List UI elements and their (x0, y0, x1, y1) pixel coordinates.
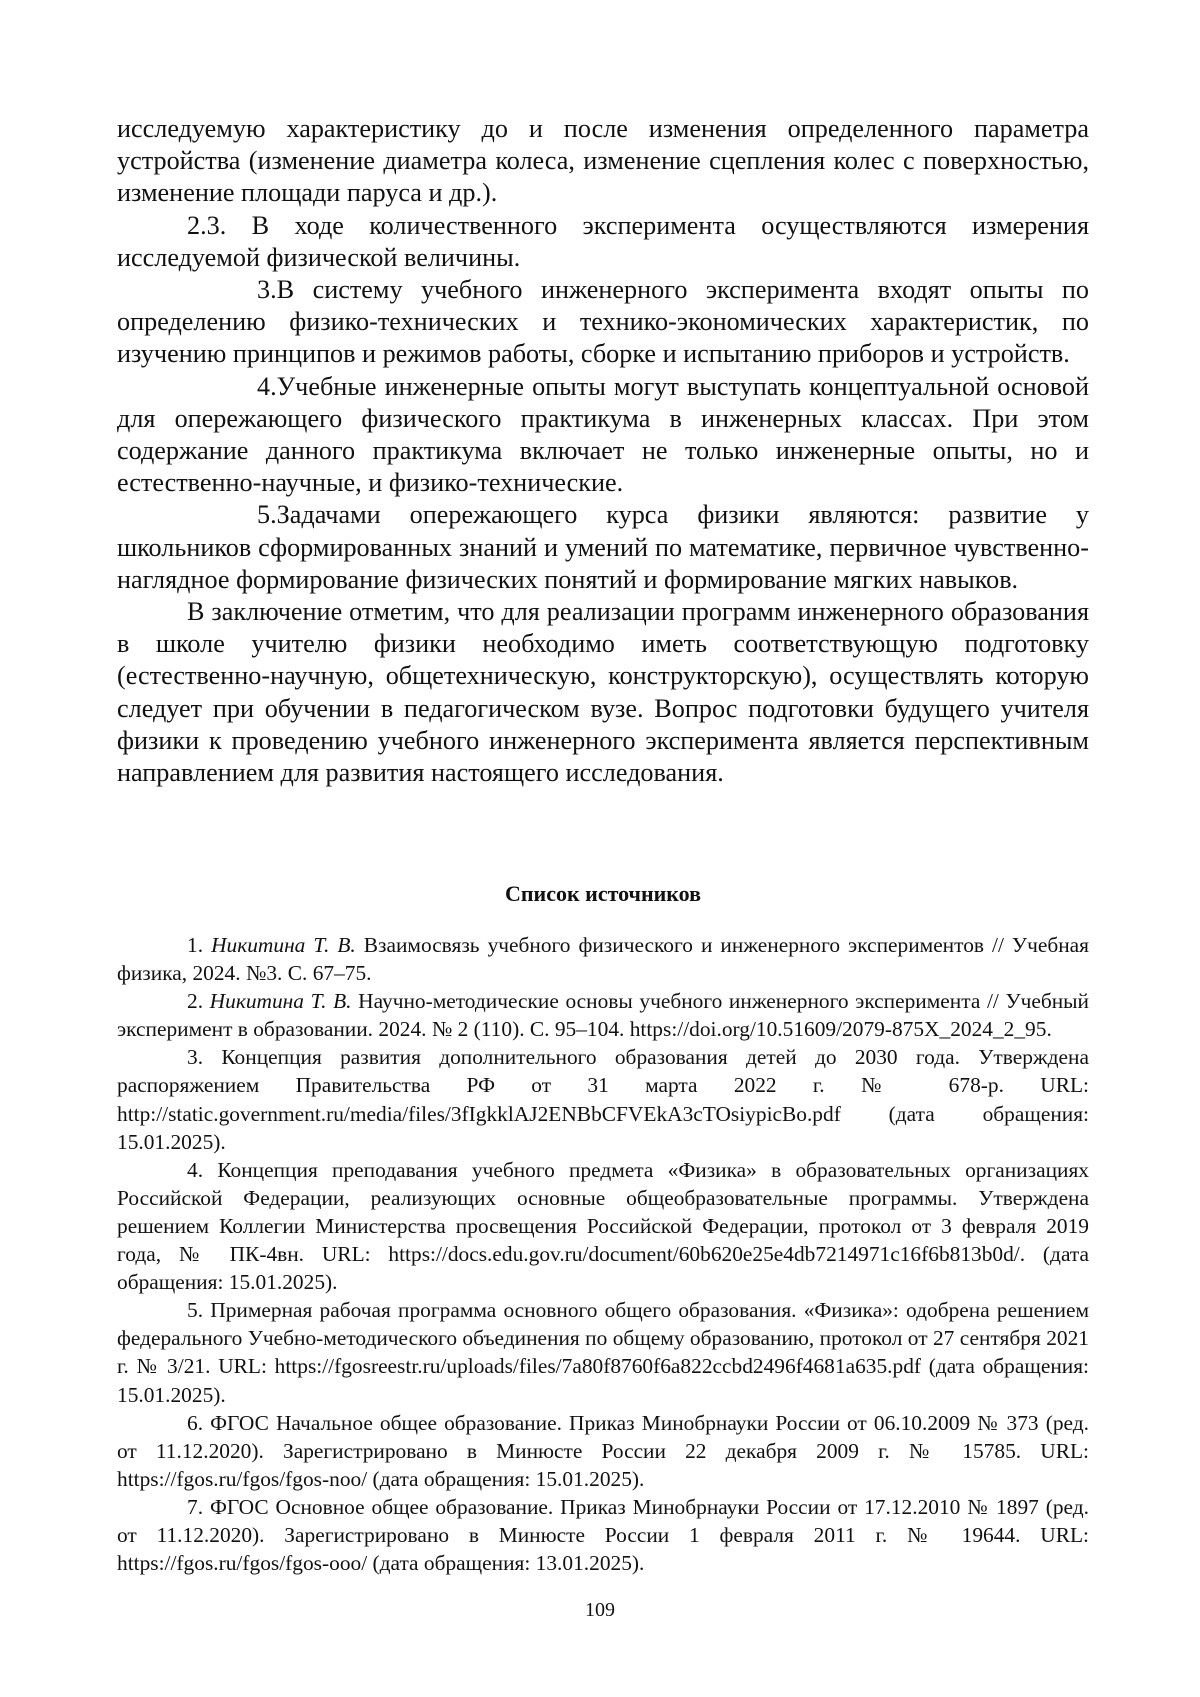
reference-item (117, 1043, 1089, 1155)
paragraph-number: 5. (257, 500, 277, 530)
paragraph-text: 2.3. В ходе количественного эксперимента осуществляются измерения исследуемой физической величины. (117, 210, 1089, 272)
reference-number: 1. (187, 933, 204, 957)
paragraph (117, 596, 1089, 789)
paragraph-number: 4. (257, 371, 277, 401)
body-text (117, 113, 1089, 789)
reference-text: Концепция преподавания учебного предмета «Физика» в образовательных организациях Российской Федерации, реализующих основные общеобразовательные программы. Утверждена решением Коллегии Министерства просвещения Российской Федерации, протокол от 3 февраля 2019 года, № ПК-4вн. URL: https://docs.edu.gov.ru/document/60b620e25e4db7214971c16f6b813b0d/. (дата обращения: 15.01.2025). (117, 1157, 1089, 1295)
reference-item (117, 1156, 1089, 1296)
reference-author: Никитина Т. В. (209, 989, 352, 1014)
paragraph (117, 499, 1089, 596)
reference-text: Концепция развития дополнительного образования детей до 2030 года. Утверждена распоряжением Правительства РФ от 31 марта 2022 г. № 678-р. URL: http://static.government.ru/media/files/3fIgkklAJ2ENBbCFVEkA3cTOsiypicBo.pdf (дата обращения: 15.01.2025). (117, 1045, 1089, 1154)
references-list (117, 931, 1089, 1577)
reference-item (117, 1493, 1089, 1577)
reference-number: 7. (187, 1494, 204, 1519)
references-title: Список источников (504, 881, 702, 906)
reference-author: Никитина Т. В. (211, 933, 356, 957)
page-number: 109 (585, 1599, 615, 1621)
paragraph-text: Задачами опережающего курса физики являются: развитие у школьников сформированных знаний и умений по математике, первичное чувственно-наглядное формирование физических понятий и формирование мягких навыков. (117, 500, 1089, 594)
reference-item (117, 1409, 1089, 1493)
paragraph (117, 210, 1089, 274)
reference-text: Взаимосвязь учебного физического и инженерного экспериментов // Учебная физика, 2024. №3. С. 67–75. (117, 933, 1089, 986)
reference-text: ФГОС Начальное общее образование. Приказ Минобрнауки России от 06.10.2009 № 373 (ред. от 11.12.2020). Зарегистрировано в Минюсте России 22 декабря 2009 г. № 15785. URL: https://fgos.ru/fgos/fgos-noo/ (дата обращения: 15.01.2025). (117, 1410, 1089, 1491)
reference-number: 6. (187, 1410, 204, 1435)
paragraph-text: В систему учебного инженерного эксперимента входят опыты по определению физико-технических и технико-экономических характеристик, по изучению принципов и режимов работы, сборке и испытанию приборов и устройств. (117, 275, 1089, 369)
reference-number: 2. (187, 989, 204, 1014)
paragraph (117, 371, 1089, 500)
paragraph-number: 3. (257, 275, 277, 305)
reference-item (117, 1296, 1089, 1408)
reference-item (117, 987, 1089, 1043)
reference-number: 5. (187, 1298, 204, 1323)
reference-item (117, 931, 1089, 987)
paragraph (117, 274, 1089, 371)
paragraph (117, 113, 1089, 210)
reference-text: Примерная рабочая программа основного общего образования. «Физика»: одобрена решением федерального Учебно-методического объединения по общему образованию, протокол от 27 сентября 2021 г. № 3/21. URL: https://fgosreestr.ru/uploads/files/7a80f8760f6a822ccbd2496f4681a635.pdf (дата обращения: 15.01.2025). (117, 1298, 1089, 1407)
paragraph-text: исследуемую характеристику до и после изменения определенного параметра устройства (изменение диаметра колеса, изменение сцепления колес с поверхностью, изменение площади паруса и др.). (117, 114, 1089, 208)
reference-text: ФГОС Основное общее образование. Приказ Минобрнауки России от 17.12.2010 № 1897 (ред. от 11.12.2020). Зарегистрировано в Минюсте России 1 февраля 2011 г. № 19644. URL: https://fgos.ru/fgos/fgos-ooo/ (дата обращения: 13.01.2025). (117, 1494, 1089, 1576)
paragraph-text: Учебные инженерные опыты могут выступать концептуальной основой для опережающего физического практикума в инженерных классах. При этом содержание данного практикума включает не только инженерные опыты, но и естественно-научные, и физико-технические. (117, 371, 1089, 498)
reference-text: Научно-методические основы учебного инженерного эксперимента // Учебный эксперимент в образовании. 2024. № 2 (110). С. 95–104. https://doi.org/10.51609/2079-875X_2024_2_95. (117, 989, 1089, 1042)
paragraph-text: В заключение отметим, что для реализации программ инженерного образования в школе учителю физики необходимо иметь соответствующую подготовку (естественно-научную, общетехническую, конструкторскую), осуществлять которую следует при обучении в педагогическом вузе. Вопрос подготовки будущего учителя физики к проведению учебного инженерного эксперимента является перспективным направлением для развития настоящего исследования. (117, 597, 1089, 788)
reference-number: 4. (187, 1157, 204, 1182)
reference-number: 3. (187, 1045, 204, 1070)
